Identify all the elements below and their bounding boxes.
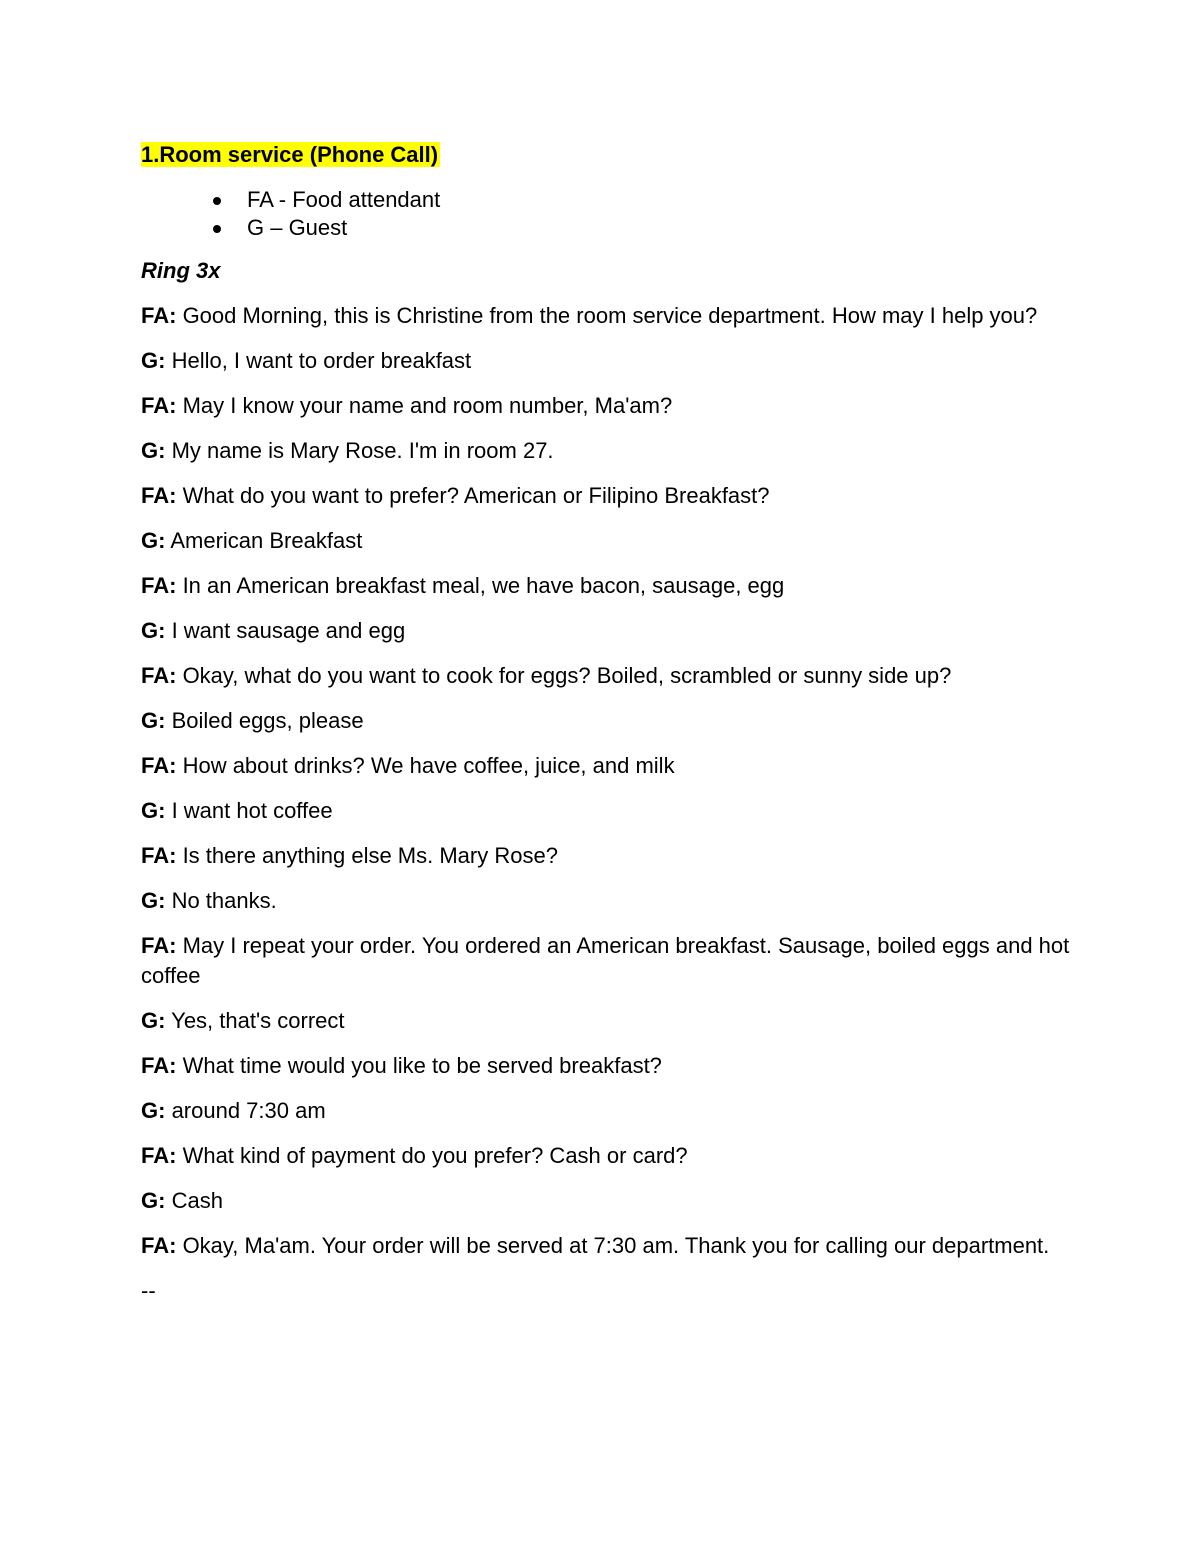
dialogue-text: Okay, Ma'am. Your order will be served at 7:30 am. Thank you for calling our department. — [176, 1233, 1050, 1258]
dialogue-line — [141, 796, 1071, 826]
dialogue-text: Is there anything else Ms. Mary Rose? — [176, 843, 558, 868]
dialogue-line — [141, 436, 1071, 466]
bullet-icon — [213, 225, 221, 233]
speaker-label: G: — [141, 618, 166, 643]
document-page — [141, 140, 1071, 1306]
dialogue-line — [141, 751, 1071, 781]
dialogue-text: Boiled eggs, please — [165, 708, 364, 733]
speaker-label: FA: — [141, 1143, 177, 1168]
dialogue-text: May I know your name and room number, Ma'am? — [176, 393, 673, 418]
dialogue-line — [141, 301, 1071, 331]
section-heading — [141, 140, 1071, 170]
section-heading-text: 1.Room service (Phone Call) — [141, 142, 439, 167]
dialogue-line — [141, 391, 1071, 421]
dialogue-text: What do you want to prefer? American or Filipino Breakfast? — [176, 483, 770, 508]
dialogue-text: In an American breakfast meal, we have bacon, sausage, egg — [176, 573, 785, 598]
dialogue-line — [141, 481, 1071, 511]
speaker-label: G: — [141, 708, 166, 733]
speaker-label: G: — [141, 1008, 166, 1033]
speaker-label: FA: — [141, 933, 177, 958]
speaker-label: FA: — [141, 1233, 177, 1258]
dialogue-line — [141, 661, 1071, 691]
dialogue-line — [141, 346, 1071, 376]
speaker-label: FA: — [141, 483, 177, 508]
dialogue-line — [141, 1051, 1071, 1081]
dialogue-text: Okay, what do you want to cook for eggs? Boiled, scrambled or sunny side up? — [176, 663, 952, 688]
speaker-label: FA: — [141, 753, 177, 778]
end-mark: -- — [141, 1278, 156, 1303]
dialogue-line — [141, 886, 1071, 916]
dialogue-text: American Breakfast — [165, 528, 363, 553]
speaker-label: FA: — [141, 663, 177, 688]
dialogue-text: May I repeat your order. You ordered an American breakfast. Sausage, boiled eggs and hot coffee — [141, 933, 1070, 988]
dialogue-line — [141, 931, 1071, 991]
dialogue-line — [141, 1006, 1071, 1036]
dialogue-line — [141, 841, 1071, 871]
dialogue-text: What kind of payment do you prefer? Cash or card? — [176, 1143, 688, 1168]
legend-item — [141, 186, 1071, 214]
legend-item — [141, 214, 1071, 242]
dialogue-text: How about drinks? We have coffee, juice, and milk — [176, 753, 675, 778]
speaker-label: G: — [141, 1098, 166, 1123]
speaker-label: FA: — [141, 1053, 177, 1078]
dialogue-line — [141, 1186, 1071, 1216]
dialogue-line — [141, 616, 1071, 646]
dialogue-text: I want sausage and egg — [165, 618, 406, 643]
speaker-label: G: — [141, 348, 166, 373]
speaker-label: G: — [141, 528, 166, 553]
dialogue-text: No thanks. — [165, 888, 277, 913]
speaker-label: FA: — [141, 303, 177, 328]
dialogue-text: Good Morning, this is Christine from the room service department. How may I help you? — [176, 303, 1038, 328]
legend-item-text: FA - Food attendant — [247, 187, 441, 212]
dialogue-text: What time would you like to be served breakfast? — [176, 1053, 662, 1078]
dialogue-line — [141, 1096, 1071, 1126]
bullet-icon — [213, 197, 221, 205]
speaker-label: FA: — [141, 843, 177, 868]
speaker-label: G: — [141, 438, 166, 463]
dialogue-text: Cash — [165, 1188, 223, 1213]
dialogue-text: Hello, I want to order breakfast — [165, 348, 472, 373]
dialogue-line — [141, 706, 1071, 736]
dialogue — [141, 301, 1071, 1261]
ring-note: Ring 3x — [141, 258, 221, 283]
dialogue-line — [141, 571, 1071, 601]
speaker-label: G: — [141, 1188, 166, 1213]
dialogue-line — [141, 526, 1071, 556]
speaker-label: G: — [141, 888, 166, 913]
legend-item-text: G – Guest — [247, 215, 348, 240]
dialogue-text: I want hot coffee — [165, 798, 333, 823]
speaker-label: FA: — [141, 393, 177, 418]
dialogue-line — [141, 1141, 1071, 1171]
dialogue-text: Yes, that's correct — [165, 1008, 345, 1033]
speaker-label: G: — [141, 798, 166, 823]
speaker-label: FA: — [141, 573, 177, 598]
dialogue-text: around 7:30 am — [165, 1098, 326, 1123]
speaker-legend — [141, 186, 1071, 242]
dialogue-line — [141, 1231, 1071, 1261]
dialogue-text: My name is Mary Rose. I'm in room 27. — [165, 438, 554, 463]
